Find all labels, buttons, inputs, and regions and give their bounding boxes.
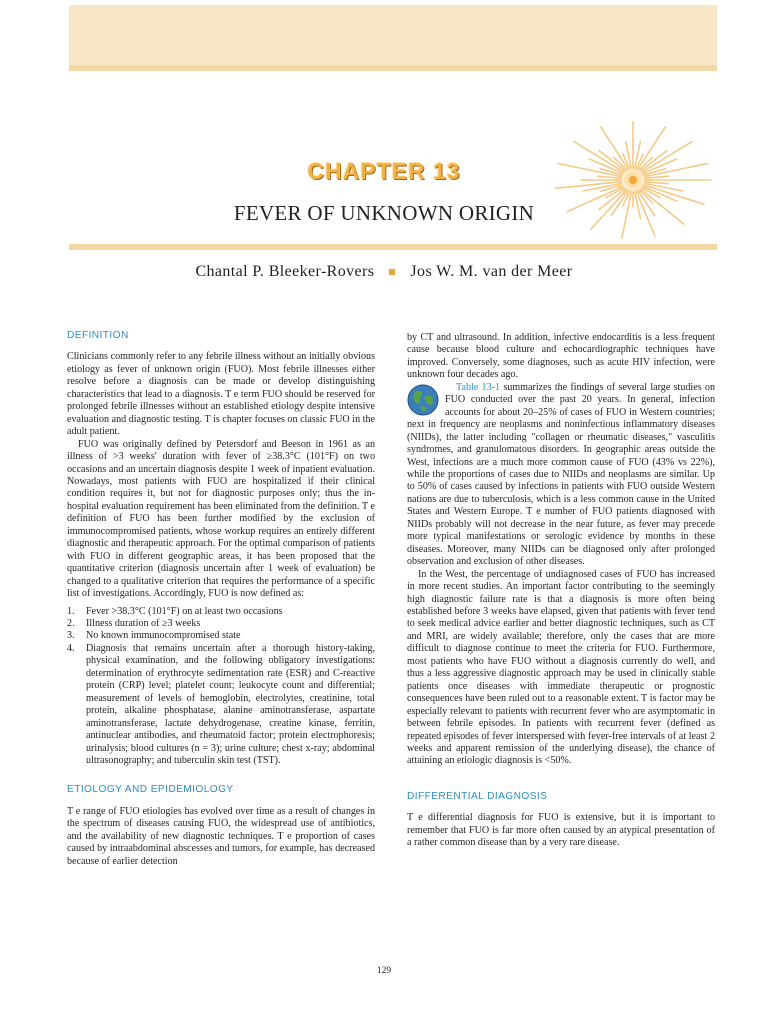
- definition-paragraph-1: Clinicians commonly refer to any febrile illness without an initially obvious etiology as fever of unknown origin (FUO). Most febrile illnesses either resolve before a diagnosis can be made or develop distinguishing characteristics that lead to a diagnosis. T e term FUO should be reserved for prolonged febrile illnesses without an established etiology despite intensive evaluation and diagnostic testing. T is chapter focuses on classic FUO in the adult patient.: [67, 351, 375, 438]
- authors-line: [0, 263, 768, 281]
- definition-heading: DEFINITION: [67, 330, 129, 341]
- table-13-1-link[interactable]: Table 13-1: [456, 381, 501, 393]
- chapter-title: FEVER OF UNKNOWN ORIGIN: [233, 201, 535, 225]
- definition-paragraph-2: FUO was originally defined by Petersdorf and Beeson in 1961 as an illness of >3 weeks' duration with fever of ≥38.3°C (101°F) on two occasions and an uncertain diagnosis despite 1 week of inpatient evaluation. Nowadays, most patients with FUO are hospitalized if their clinical condition requires it, but not for diagnostic purposes only; thus the in-hospital evaluation requirement has been eliminated from the definition. T e definition of FUO has been further modified by the exclusion of immunocompromised patients, whose workup requires an entirely different diagnostic and therapeutic approach. For the optimal comparison of patients with FUO in different geographic areas, it has been proposed that the quantitative criterion (diagnosis uncertain after 1 week of evaluation) be changed to a qualitative criterion that requires the performance of a specific list of investigations. Accordingly, FUO is now defined as:: [67, 438, 375, 600]
- page-number: 129: [376, 966, 392, 976]
- chapter-label: CHAPTER 13: [307, 158, 461, 184]
- criteria-item: 3. No known immunocompromised state: [67, 630, 241, 642]
- criteria-item: 2. Illness duration of ≥3 weeks: [67, 617, 201, 629]
- differential-heading: DIFFERENTIAL DIAGNOSIS: [407, 790, 548, 802]
- criteria-item: 4. Diagnosis that remains uncertain after a thorough history-taking, physical examination, and the following obligatory investigations: determination of erythrocyte sedimentation rate (ESR) and C-reactive protein (CRP) level; platelet count; leukocyte count and differential; measurement of levels of hemoglobin, electrolytes, creatinine, total protein, alkaline phosphatase, alanine aminotransferase, aspartate aminotransferase, lactate dehydrogenase, creatine kinase, ferritin, antinuclear antibodies, and rheumatoid factor; protein electrophoresis; urinalysis; blood cultures (n = 3); urine culture; chest x-ray; abdominal ultrasonography; and tuberculin skin test (TST).: [67, 642, 375, 766]
- etiology-paragraph-1: T e range of FUO etiologies has evolved over time as a result of changes in the spectrum of diseases causing FUO, the widespread use of antibiotics, and the availability of new diagnostic techniques. T e proportion of cases caused by intraabdominal abscesses and tumors, for example, has decreased because of earlier detection: [67, 805, 375, 867]
- author-separator-icon: [389, 269, 395, 275]
- author-2: Jos W. M. van der Meer: [410, 263, 573, 280]
- globe-icon: [407, 384, 439, 416]
- criteria-item: 1. Fever >38.3°C (101°F) on at least two occasions: [67, 605, 283, 617]
- author-1: Chantal P. Bleeker-Rovers: [195, 263, 375, 280]
- fuo-criteria-list: [67, 606, 375, 768]
- west-paragraph: In the West, the percentage of undiagnosed cases of FUO has increased in more recent studies. An important factor contributing to the seemingly high diagnostic failure rate is that a diagnosis is more often being established before 3 weeks have elapsed, given that patients with fever tend to seek medical advice earlier and better diagnostic techniques, such as CT and MRI, are widely available; therefore, only the cases that are more difficult to diagnose continue to meet the criteria for FUO. Furthermore, most patients who have FUO without a diagnosis currently do well, and thus a less aggressive diagnostic approach may be used in clinically stable patients once diseases with immediate therapeutic or prognostic consequences have been ruled out to a reasonable extent. T is factor may be especially relevant to patients with recurrent fever who are asymptomatic in between febrile episodes. In patients with recurrent fever (defined as repeated episodes of fever interspersed with fever-free intervals of at least 2 weeks and apparent remission of the underlying disease), the chance of attaining an etiologic diagnosis is <50%.: [407, 568, 715, 767]
- table-summary-paragraph: Table 13-1 summarizes the findings of several large studies on FUO conducted over the past 20 years. In general, infection accounts for about 20–25% of cases of FUO in Western countries; next in frequency are neoplasms and noninfectious inflammatory diseases (NIIDs), the latter including "collagen or rheumatic diseases," vasculitis syndromes, and granulomatous disorders. In geographic areas outside the West, infections are a much more common cause of FUO (43% vs 22%), while the proportions of cases due to NIIDs and neoplasms are similar. Up to 50% of cases caused by infections in patients with FUO outside Western nations are due to tuberculosis, which is a less common cause in the United States and Western Europe. T e number of FUO patients diagnosed with NIIDs probably will not decrease in the near future, as fever may precede more typical manifestations or serologic evidence by months in these diseases. Moreover, many NIIDs can be diagnosed only after prolonged observation and exclusion of other diseases.: [407, 381, 715, 568]
- continued-paragraph: by CT and ultrasound. In addition, infective endocarditis is a less frequent cause because blood culture and echocardiographic techniques have improved. Conversely, some diagnoses, such as acute HIV infection, were unknown four decades ago.: [407, 332, 715, 381]
- etiology-heading: ETIOLOGY AND EPIDEMIOLOGY: [67, 784, 234, 796]
- right-column: [407, 332, 715, 850]
- top-color-band: [69, 5, 717, 65]
- differential-paragraph-1: T e differential diagnosis for FUO is extensive, but it is important to remember that FUO is far more often caused by an atypical presentation of a rather common disease than by a very rare disease.: [407, 812, 715, 849]
- left-column: [67, 330, 375, 868]
